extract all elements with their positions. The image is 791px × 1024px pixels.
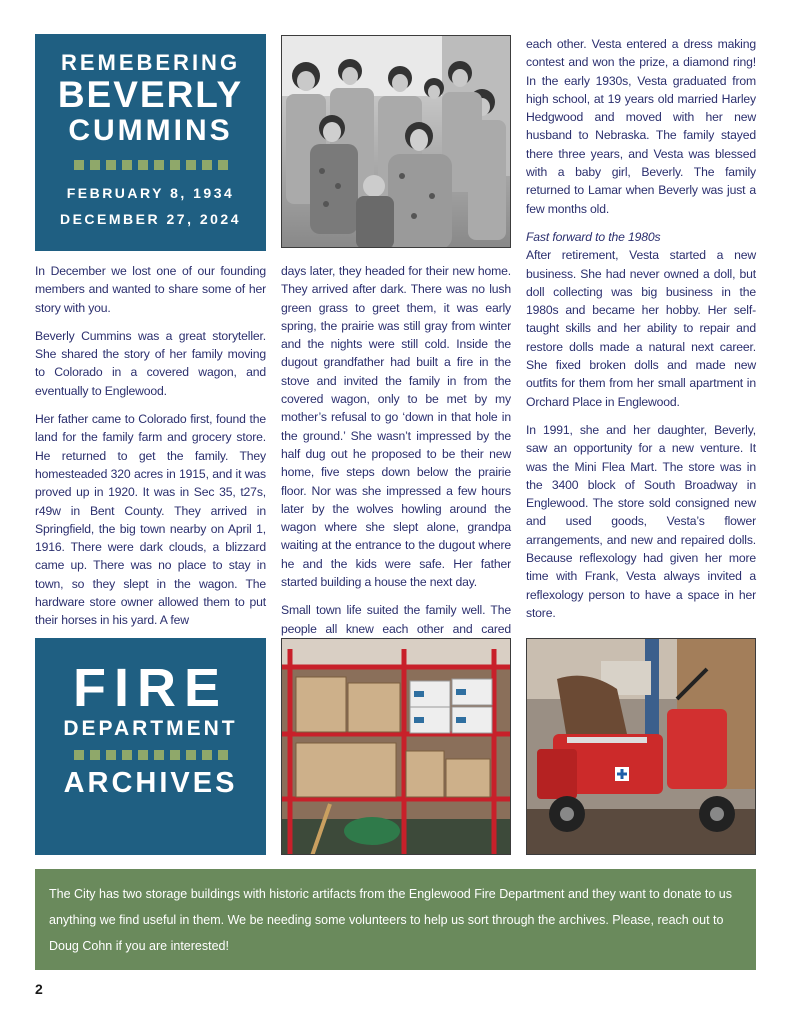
- paragraph: each other. Vesta entered a dress making contest and won the prize, a diamond ring! In the early 1930s, Vesta graduated from high school, at 19 years old married Harley Hedgwood and moved with her new husband to Nebraska. The family stayed there three years, and Vesta was blessed with a baby girl, Beverly. The family returned to Lamar when Beverly was just a few months old.: [526, 37, 756, 216]
- volunteer-notice-text: The City has two storage buildings with historic artifacts from the Englewood Fire Department and they want to donate to us anything we find useful in them. We be needing some volunteers to help us sort through the archives. Please, reach out to Doug Cohn if you are interested!: [49, 887, 732, 953]
- paragraph: After retirement, Vesta started a new business. She had never owned a doll, but doll collecting was big business in the 1980s and became her hobby. Her self- taught skills and her ability to repair and restore dolls made a natural next career. She fixed broken dolls and made new outfits for them from her small apartment in Orchard Place in Englewood.: [526, 248, 756, 409]
- title-line-last-name: CUMMINS: [68, 114, 233, 147]
- storage-shelves-photo: [281, 638, 511, 855]
- title-line-first-name: BEVERLY: [57, 74, 244, 115]
- article-column-3: [526, 35, 756, 632]
- paragraph: days later, they headed for their new home. They arrived after dark. There was no lush green grass to greet them, it was early spring, the prairie was still gray from winter and the nights were still cold. Inside the dugout grandfather had built a fire in the stove and invited the family in from the covered wagon, only to be met by my mother’s refusal to go ‘down in that hole in the ground.’ She wasn’t impressed by the half dug out he proposed to be their new home, five steps down below the prairie floor. Nor was she impressed a few hours later by the wolves howling around the wagon where she slept alone, grandpa waiting at the entrance to the dugout where he and the kids were safe. Her father started building a house the next day.: [281, 264, 511, 590]
- fire-title-line-1: FIRE: [72, 658, 228, 718]
- volunteer-notice-box: [35, 869, 756, 970]
- title-line-remembering: REMEBERING: [60, 50, 241, 75]
- paragraph: In 1991, she and her daughter, Beverly, saw an opportunity for a new venture. It was the Mini Flea Mart. The store was in the 3400 block of South Broadway in Englewood. The store sold consigned new and used goods, Vesta’s flower arrangements, and new and repaired dolls. Because reflexology had given her more time with Frank, Vesta always invited a reflexology person to have a space in her store.: [526, 422, 756, 620]
- paragraph: Her father came to Colorado first, found the land for the family farm and grocery store. He returned to get the family. They homesteaded 320 acres in 1915, and it was proved up in 1920. It was in Sec 35, t27s, r49w in Bent County. They arrived in Springfield, the big town nearby on April 1, 1916. There were dark clouds, a blizzard came up. There was no place to stay in town, so they slept in the wagon. The hardware store owner allowed them to put their horses in his yard. A few: [35, 412, 266, 628]
- page-number: 2: [35, 981, 43, 997]
- memorial-title-box: [35, 34, 266, 251]
- fire-department-title-box: [35, 638, 266, 855]
- subheading: Fast forward to the 1980s: [526, 229, 661, 244]
- family-photo: [281, 35, 511, 248]
- paragraph: Small town life suited the family well. The people all knew each other and cared: [281, 603, 511, 636]
- paragraph: In December we lost one of our founding members and wanted to share some of her story with you.: [35, 264, 266, 315]
- square-divider: [35, 750, 266, 760]
- fire-title-line-3: ARCHIVES: [63, 767, 238, 799]
- birth-date: FEBRUARY 8, 1934: [66, 185, 235, 201]
- article-column-1: [35, 262, 266, 640]
- fire-title-line-2: DEPARTMENT: [63, 717, 238, 740]
- death-date: DECEMBER 27, 2024: [59, 211, 241, 227]
- square-divider: [35, 160, 266, 170]
- article-column-2: [281, 262, 511, 666]
- paragraph: Beverly Cummins was a great storyteller. She shared the story of her family moving to Colorado in a covered wagon, and eventually to Englewood.: [35, 328, 266, 398]
- red-golf-cart-photo: [526, 638, 756, 855]
